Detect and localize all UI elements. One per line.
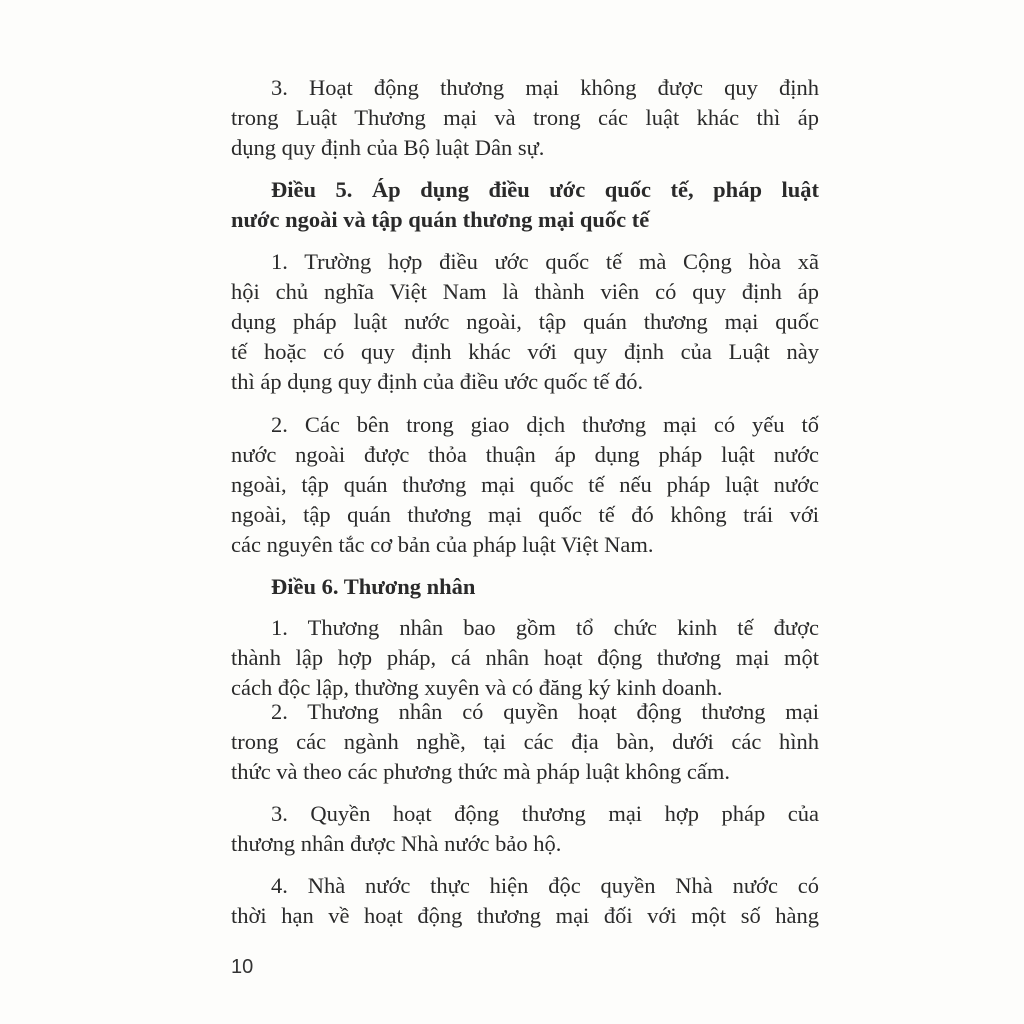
text-line: thành lập hợp pháp, cá nhân hoạt động thương mại một [231, 645, 819, 670]
text-line: hội chủ nghĩa Việt Nam là thành viên có quy định áp [231, 279, 819, 304]
text-line: 3. Quyền hoạt động thương mại hợp pháp của [271, 801, 819, 826]
text-line: 4. Nhà nước thực hiện độc quyền Nhà nước có [271, 873, 819, 898]
text-line: 2. Thương nhân có quyền hoạt động thương mại [271, 699, 819, 724]
text-line: trong Luật Thương mại và trong các luật khác thì áp [231, 105, 819, 130]
text-line: 3. Hoạt động thương mại không được quy định [271, 75, 819, 100]
text-line: nước ngoài và tập quán thương mại quốc tế [231, 207, 650, 232]
text-line: Điều 5. Áp dụng điều ước quốc tế, pháp luật [271, 177, 819, 202]
text-line: trong các ngành nghề, tại các địa bàn, dưới các hình [231, 729, 819, 754]
text-line: thì áp dụng quy định của điều ước quốc tế đó. [231, 369, 644, 394]
text-line: cách độc lập, thường xuyên và có đăng ký kinh doanh. [231, 675, 723, 700]
text-line: dụng quy định của Bộ luật Dân sự. [231, 135, 545, 160]
text-line: tế hoặc có quy định khác với quy định của Luật này [231, 339, 819, 364]
text-line: nước ngoài được thỏa thuận áp dụng pháp luật nước [231, 442, 819, 467]
text-line: Điều 6. Thương nhân [271, 574, 476, 599]
text-line: các nguyên tắc cơ bản của pháp luật Việt Nam. [231, 532, 654, 557]
text-line: thời hạn về hoạt động thương mại đối với một số hàng [231, 903, 819, 928]
text-line: 2. Các bên trong giao dịch thương mại có yếu tố [271, 412, 819, 437]
text-line: ngoài, tập quán thương mại quốc tế đó không trái với [231, 502, 819, 527]
text-line: thức và theo các phương thức mà pháp luật không cấm. [231, 759, 730, 784]
text-line: ngoài, tập quán thương mại quốc tế nếu pháp luật nước [231, 472, 819, 497]
text-line: dụng pháp luật nước ngoài, tập quán thương mại quốc [231, 309, 819, 334]
text-line: 1. Thương nhân bao gồm tổ chức kinh tế được [271, 615, 819, 640]
page-number: 10 [231, 956, 254, 978]
text-line: thương nhân được Nhà nước bảo hộ. [231, 831, 562, 856]
text-line: 1. Trường hợp điều ước quốc tế mà Cộng hòa xã [271, 249, 819, 274]
